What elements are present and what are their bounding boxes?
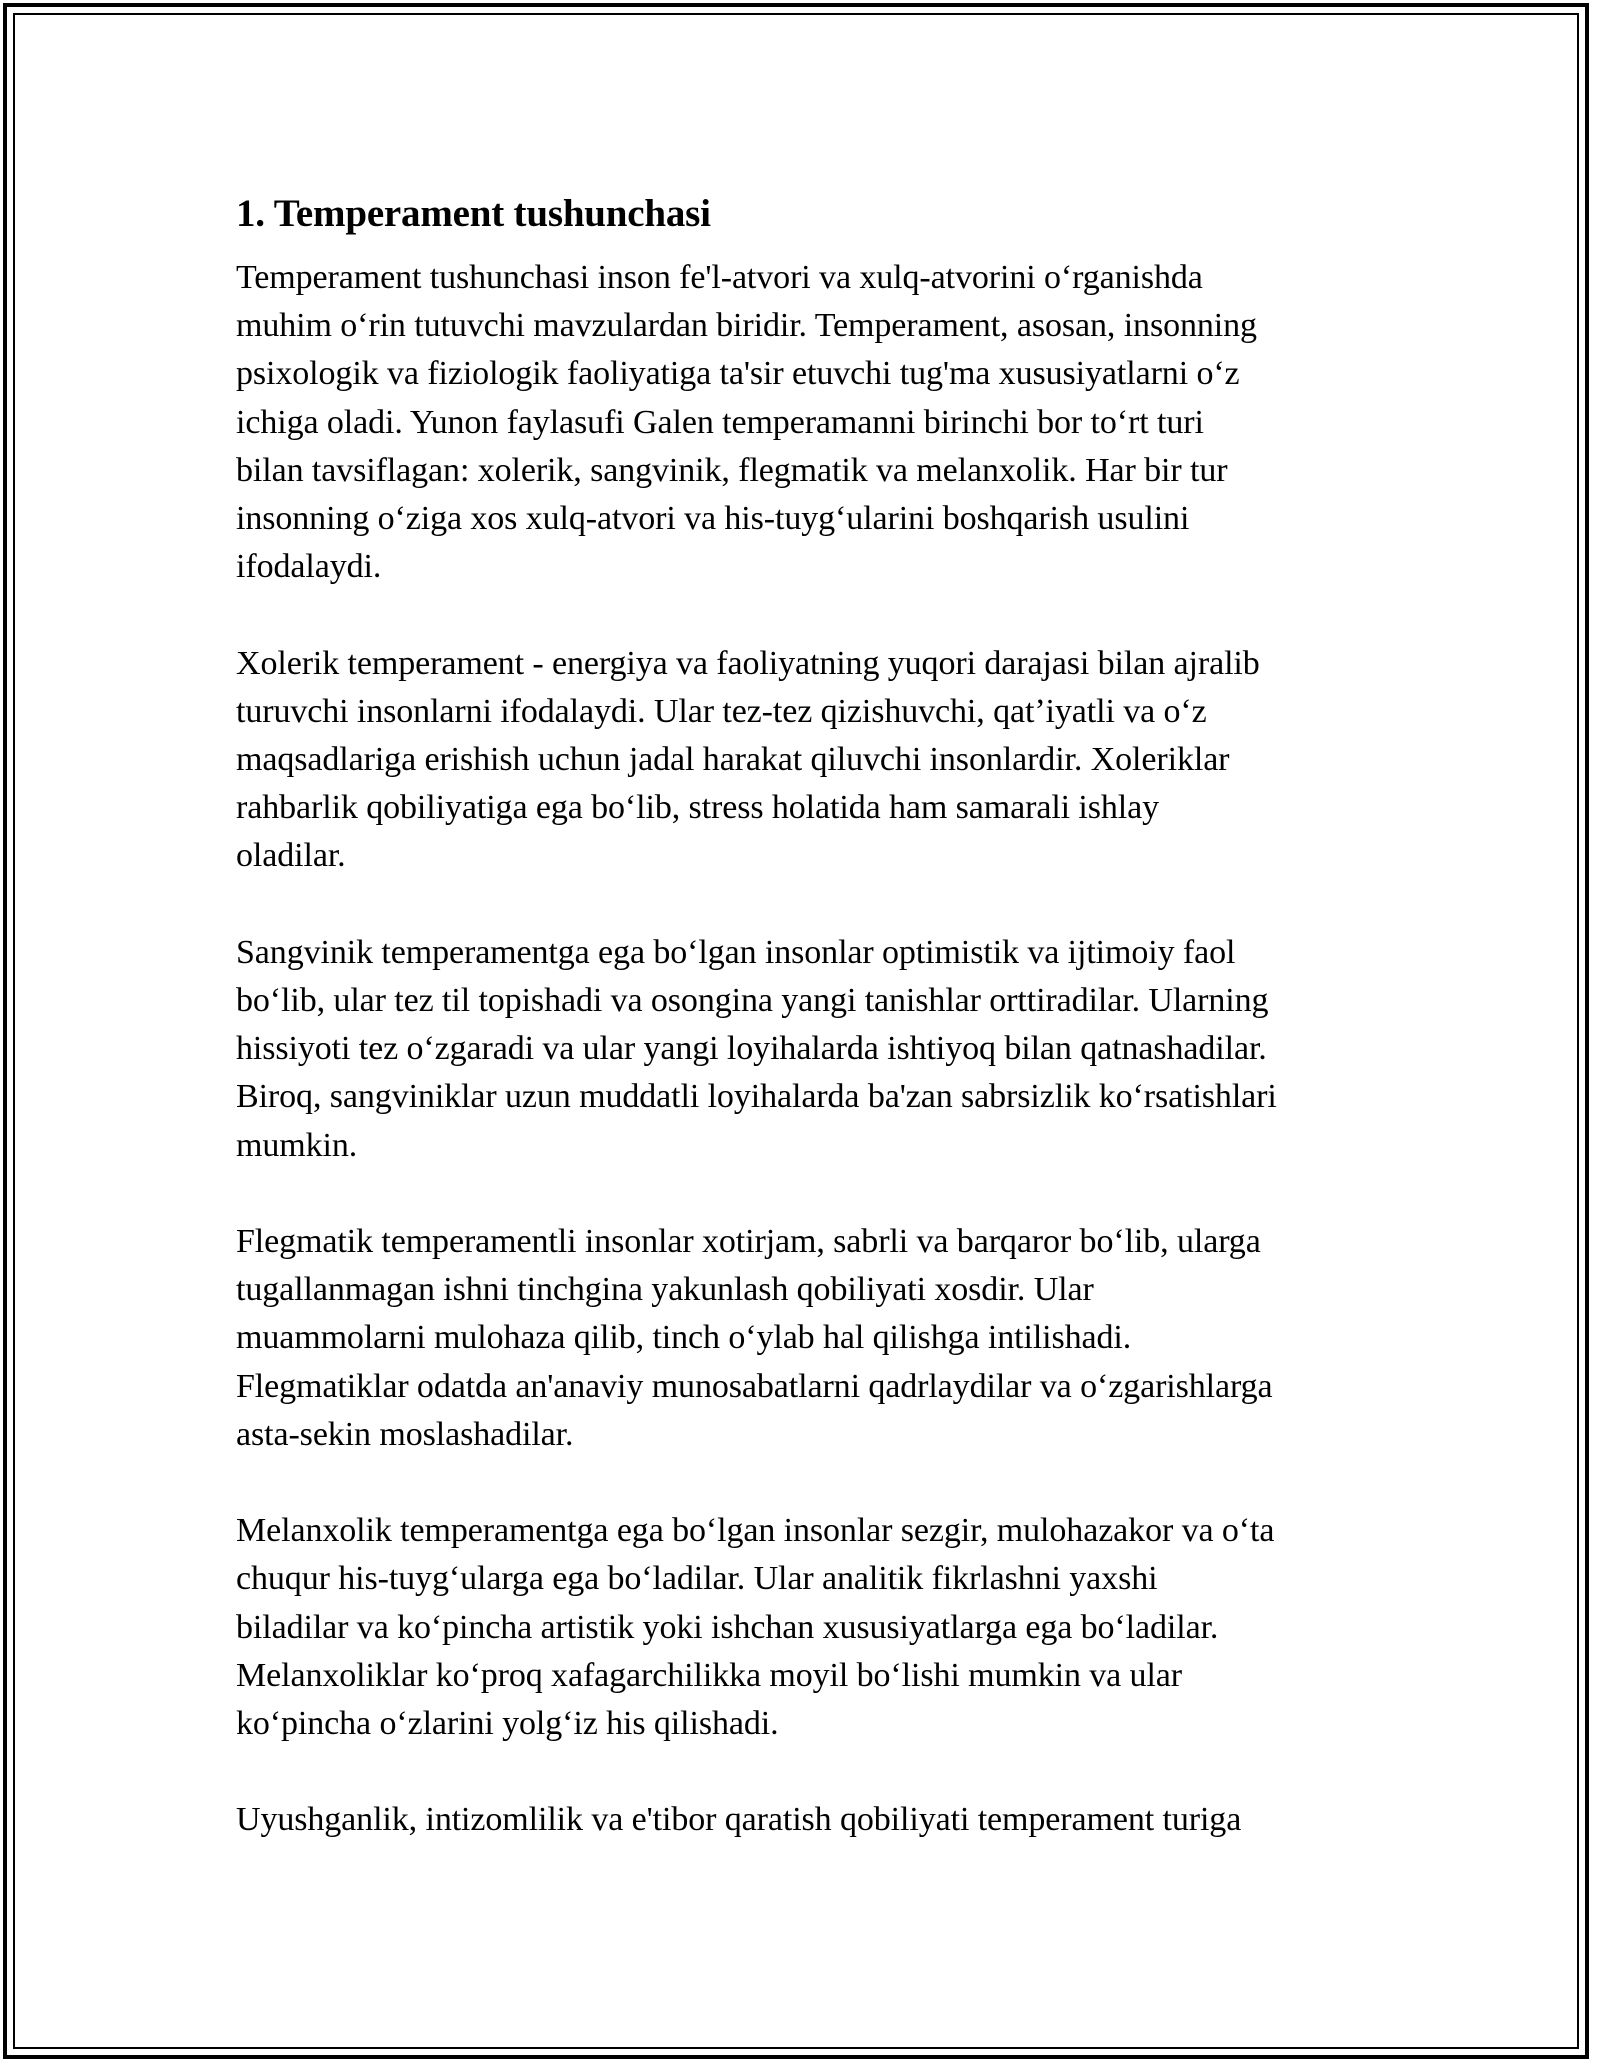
text-line: ifodalaydi. (236, 548, 382, 586)
text-line: asta-sekin moslashadilar. (236, 1415, 574, 1453)
text-line: Uyushganlik, intizomlilik va e'tibor qaratish qobiliyati temperament turiga (236, 1801, 1242, 1839)
text-line: Flegmatik temperamentli insonlar xotirjam, sabrli va barqaror boʻlib, ularga (236, 1223, 1261, 1261)
text-line: muhim oʻrin tutuvchi mavzulardan biridir. Temperament, asosan, insonning (236, 307, 1257, 345)
text-line: hissiyoti tez oʻzgaradi va ular yangi loyihalarda ishtiyoq bilan qatnashadilar. (236, 1030, 1267, 1068)
text-line: ichiga oladi. Yunon faylasufi Galen temperamanni birinchi bor toʻrt turi (236, 403, 1204, 441)
text-line: oladilar. (236, 837, 346, 875)
text-line: bilan tavsiflagan: xolerik, sangvinik, flegmatik va melanxolik. Har bir tur (236, 451, 1228, 489)
text-line: psixologik va fiziologik faoliyatiga ta'sir etuvchi tug'ma xususiyatlarni oʻz (236, 355, 1240, 393)
paragraph-uyushganlik (236, 1796, 1376, 1844)
text-line: mumkin. (236, 1126, 358, 1164)
text-line: muammolarni mulohaza qilib, tinch oʻylab hal qilishga intilishadi. (236, 1319, 1132, 1357)
text-line: biladilar va koʻpincha artistik yoki ishchan xususiyatlarga ega boʻladilar. (236, 1608, 1219, 1646)
paragraph-flegmatik (236, 1218, 1376, 1459)
text-line: Sangvinik temperamentga ega boʻlgan insonlar optimistik va ijtimoiy faol (236, 933, 1236, 971)
text-line: boʻlib, ular tez til topishadi va osongina yangi tanishlar orttiradilar. Ularning (236, 982, 1269, 1020)
text-line: maqsadlariga erishish uchun jadal harakat qiluvchi insonlardir. Xoleriklar (236, 741, 1230, 779)
paragraph-sangvinik (236, 929, 1376, 1170)
section-heading: 1. Temperament tushunchasi (236, 192, 711, 235)
text-line: Flegmatiklar odatda an'anaviy munosabatlarni qadrlaydilar va oʻzgarishlarga (236, 1367, 1273, 1405)
document-body (236, 186, 1376, 1893)
text-line: Melanxolik temperamentga ega boʻlgan insonlar sezgir, mulohazakor va oʻta (236, 1512, 1275, 1550)
text-line: turuvchi insonlarni ifodalaydi. Ular tez-tez qizishuvchi, qatʼiyatli va oʻz (236, 692, 1207, 730)
paragraph-xolerik (236, 640, 1376, 881)
text-line: chuqur his-tuygʻularga ega boʻladilar. Ular analitik fikrlashni yaxshi (236, 1560, 1158, 1598)
text-line: insonning oʻziga xos xulq-atvori va his-tuygʻularini boshqarish usulini (236, 500, 1190, 538)
text-line: Temperament tushunchasi inson fe'l-atvori va xulq-atvorini oʻrganishda (236, 259, 1203, 296)
text-line: rahbarlik qobiliyatiga ega boʻlib, stress holatida ham samarali ishlay (236, 789, 1160, 827)
text-line: tugallanmagan ishni tinchgina yakunlash qobiliyati xosdir. Ular (236, 1271, 1094, 1309)
text-line: koʻpincha oʻzlarini yolgʻiz his qilishadi. (236, 1705, 779, 1743)
text-line: Biroq, sangviniklar uzun muddatli loyihalarda ba'zan sabrsizlik koʻrsatishlari (236, 1078, 1277, 1116)
paragraph-melanxolik (236, 1507, 1376, 1748)
text-line: Melanxoliklar koʻproq xafagarchilikka moyil boʻlishi mumkin va ular (236, 1656, 1183, 1694)
text-line: Xolerik temperament - energiya va faoliyatning yuqori darajasi bilan ajralib (236, 644, 1260, 682)
paragraph-intro (236, 254, 1376, 591)
